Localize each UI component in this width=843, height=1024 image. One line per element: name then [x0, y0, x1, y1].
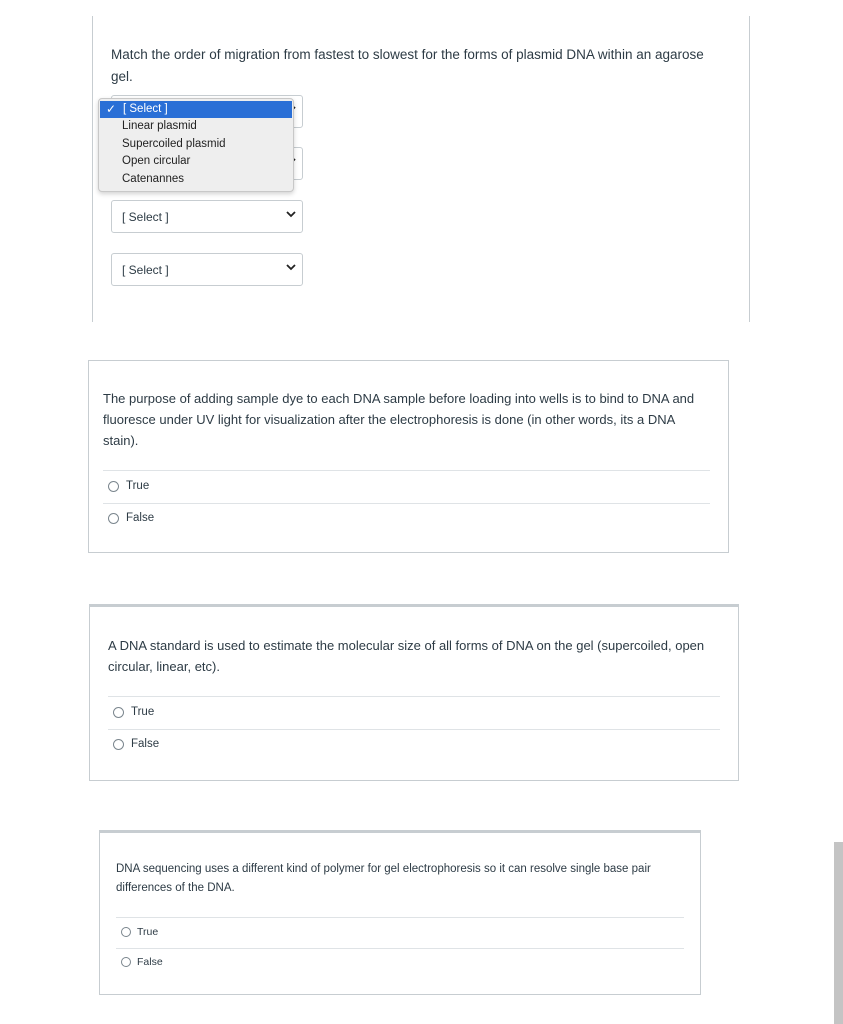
answer-label: False	[126, 512, 155, 524]
divider	[116, 948, 684, 949]
radio-button[interactable]	[121, 957, 131, 967]
radio-button[interactable]	[121, 927, 131, 937]
dropdown-option-select[interactable]	[100, 101, 292, 118]
dropdown-option-supercoiled[interactable]: Supercoiled plasmid	[122, 138, 226, 150]
answer-label: False	[131, 738, 160, 750]
divider	[103, 503, 710, 504]
match-select-4[interactable]	[111, 253, 303, 286]
select-value: [ Select ]	[122, 263, 169, 277]
answer-false[interactable]	[113, 738, 159, 750]
answer-false[interactable]	[108, 512, 154, 524]
dropdown-menu	[98, 98, 294, 192]
answer-true[interactable]	[121, 926, 158, 938]
question-3-text: A DNA standard is used to estimate the molecular size of all forms of DNA on the gel (supercoiled, open circular, linear, etc).	[108, 638, 705, 674]
divider	[108, 696, 720, 697]
radio-button[interactable]	[108, 513, 119, 524]
match-select-3[interactable]	[111, 200, 303, 233]
divider	[103, 470, 710, 471]
top-border	[90, 605, 738, 607]
question-4-text: DNA sequencing uses a different kind of polymer for gel electrophoresis so it can resolve single base pair differences of the DNA.	[116, 863, 651, 894]
radio-button[interactable]	[108, 481, 119, 492]
dropdown-option-linear[interactable]: Linear plasmid	[122, 120, 197, 132]
answer-label: True	[137, 926, 159, 938]
radio-button[interactable]	[113, 707, 124, 718]
chevron-down-icon	[286, 209, 296, 219]
question-2-text: The purpose of adding sample dye to each DNA sample before loading into wells is to bind to DNA and fluoresce under UV light for visualization after the electrophoresis is done (in other words, its a DNA stain).	[103, 391, 695, 448]
question-3	[89, 604, 739, 781]
answer-true[interactable]	[108, 480, 149, 492]
answer-label: True	[126, 480, 150, 492]
answer-label: True	[131, 706, 155, 718]
divider	[116, 917, 684, 918]
option-label: [ Select ]	[123, 103, 168, 115]
check-icon: ✓	[106, 102, 117, 116]
top-border	[100, 831, 700, 833]
answer-label: False	[137, 956, 163, 968]
question-1-text: Match the order of migration from fastest to slowest for the forms of plasmid DNA within an agarose gel.	[111, 47, 704, 84]
dropdown-option-catenannes[interactable]: Catenannes	[122, 173, 185, 185]
answer-false[interactable]	[121, 956, 163, 968]
divider	[108, 729, 720, 730]
question-4	[99, 830, 701, 995]
answer-true[interactable]	[113, 706, 154, 718]
question-2	[88, 360, 729, 553]
scrollbar[interactable]	[834, 842, 843, 1024]
chevron-down-icon	[286, 262, 296, 272]
select-value: [ Select ]	[122, 210, 169, 224]
radio-button[interactable]	[113, 739, 124, 750]
dropdown-option-open-circular[interactable]: Open circular	[122, 155, 191, 167]
